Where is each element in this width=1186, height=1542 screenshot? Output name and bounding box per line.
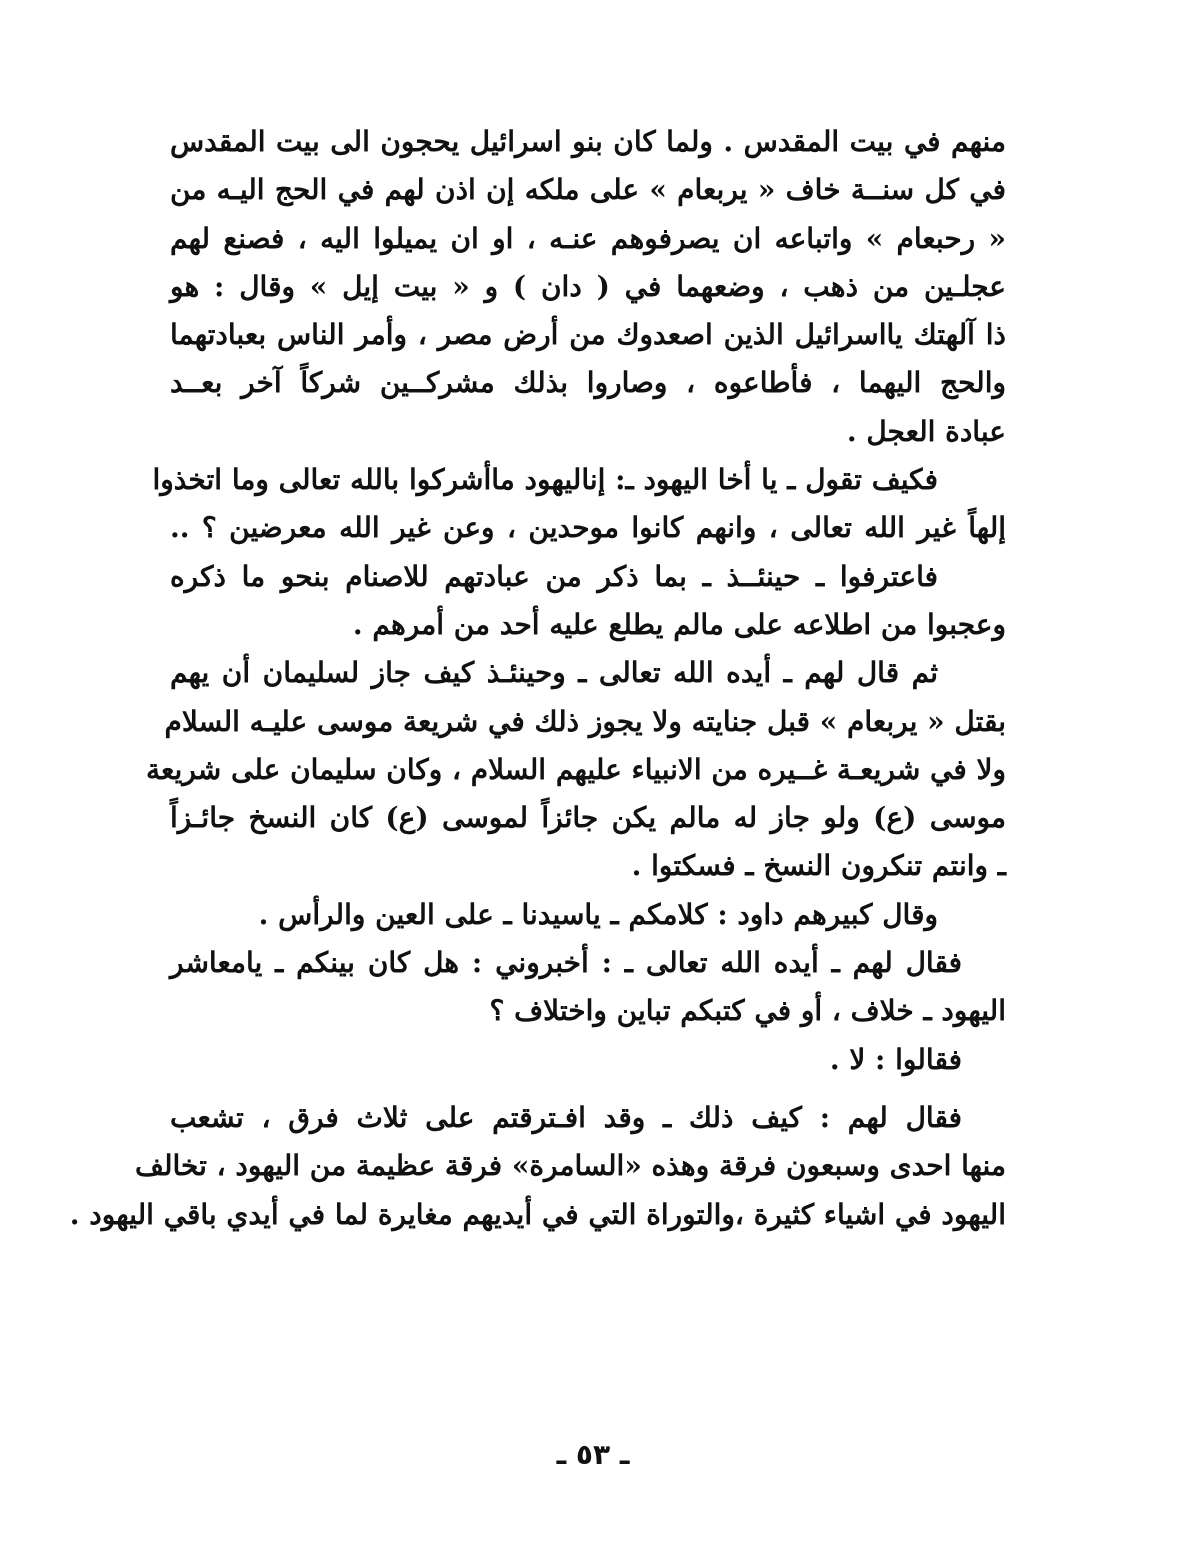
text-line: منهم في بيت المقدس . ولما كان بنو اسرائيل يحجون الى بيت المقدس — [170, 125, 1006, 158]
text-line: فقال لهم ـ أيده الله تعالى ـ : أخبروني : هل كان بينكم ـ يامعاشر — [170, 946, 962, 980]
text-line: ـ وانتم تنكرون النسخ ـ فسكتوا . — [631, 849, 1006, 883]
text-line: والحج اليهما ، فأطاعوه ، وصاروا بذلك مشركــين شركاً آخر بعــد — [170, 366, 1006, 400]
text-line: اليهود ـ خلاف ، أو في كتبكم تباين واختلاف ؟ — [489, 994, 1006, 1028]
text-line: عبادة العجل . — [846, 414, 1006, 448]
text-line: فقال لهم : كيف ذلك ـ وقد افـترقتم على ثلاث فرق ، تشعب — [170, 1100, 962, 1134]
page-body — [69, 118, 1007, 1239]
text-line: ذا آلهتك يااسرائيل الذين اصعدوك من أرض مصر ، وأمر الناس بعبادتهما — [170, 318, 1006, 352]
text-line: في كل سنــة خاف « يربعام » على ملكه إن اذن لهم في الحج اليـه من — [170, 173, 1006, 207]
text-line: « رحبعام » واتباعه ان يصرفوهم عنـه ، او ان يميلوا اليه ، فصنع لهم — [170, 221, 1006, 255]
text-line: موسى (ع) ولو جاز له مالم يكن جائزاً لموسى (ع) كان النسخ جائـزاً — [170, 801, 1006, 835]
page-number: ـ ٥٣ ـ — [556, 1438, 630, 1471]
text-line: ولا في شريعـة غــيره من الانبياء عليهم السلام ، وكان سليمان على شريعة — [146, 752, 1006, 786]
text-line: إلهاً غير الله تعالى ، وانهم كانوا موحدين ، وعن غير الله معرضين ؟ .. — [170, 511, 1007, 545]
text-line: فقالوا : لا . — [829, 1042, 962, 1076]
text-line: بقتل « يربعام » قبل جنايته ولا يجوز ذلك في شريعة موسى عليـه السلام — [164, 704, 1006, 738]
text-line: وعجبوا من اطلاعه على مالم يطلع عليه أحد من أمرهم . — [352, 607, 1006, 641]
text-line: عجلـين من ذهب ، وضعهما في ( دان ) و « بيت إيل » وقال : هو — [170, 269, 1006, 303]
paragraph-gap — [170, 1084, 1006, 1094]
text-line: فكيف تقول ـ يا أخا اليهود ـ: إناليهود ماأشركوا بالله تعالى وما اتخذوا — [152, 463, 938, 497]
text-line: منها احدى وسبعون فرقة وهذه «السامرة» فرقة عظيمة من اليهود ، تخالف — [134, 1149, 1006, 1183]
text-line: فاعترفوا ـ حينئــذ ـ بما ذكر من عبادتهم للاصنام بنحو ما ذكره — [170, 559, 938, 593]
text-line: ثم قال لهم ـ أيده الله تعالى ـ وحينئـذ كيف جاز لسليمان أن يهم — [170, 656, 938, 690]
text-line: اليهود في اشياء كثيرة ،والتوراة التي في أيديهم مغايرة لما في أيدي باقي اليهود . — [69, 1197, 1006, 1231]
text-line: وقال كبيرهم داود : كلامكم ـ ياسيدنا ـ على العين والرأس . — [258, 897, 938, 931]
